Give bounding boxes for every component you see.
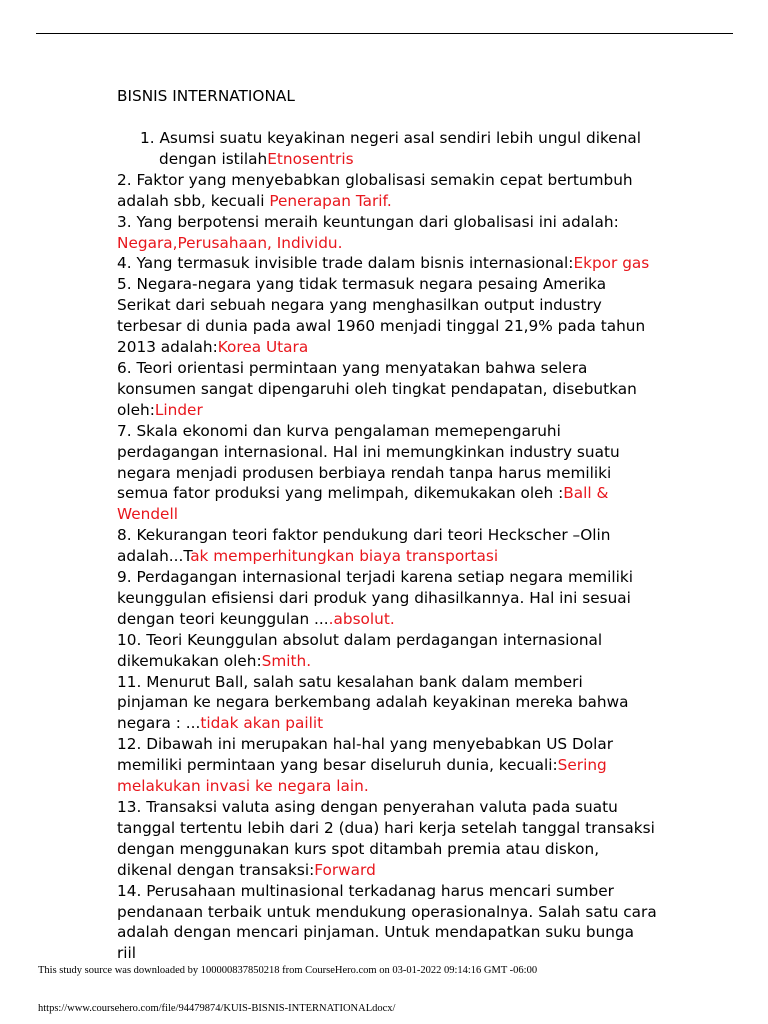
question-item [117,128,657,170]
question-item [117,567,657,630]
question-text: 1. Asumsi suatu keyakinan negeri asal sendiri lebih ungul dikenal dengan istilah [140,129,642,168]
answer-text: Sering melakukan invasi ke negara lain. [117,756,607,796]
question-text: 6. Teori orientasi permintaan yang menyatakan bahwa selera konsumen sangat dipengaruhi oleh tingkat pendapatan, disebutkan oleh: [117,358,637,419]
question-item [117,525,657,567]
question-item [117,212,657,254]
answer-text: Korea Utara [217,338,309,357]
answer-text: Forward [314,860,376,879]
answer-text: ak memperhitungkan biaya transportasi [190,547,499,566]
question-text: 7. Skala ekonomi dan kurva pengalaman memepengaruhi perdagangan internasional. Hal ini memungkinkan industry suatu negara menjadi produsen berbiaya rendah tanpa harus memiliki semua fator produksi yang melimpah, dikemukakan oleh : [117,421,620,503]
question-text: 9. Perdagangan internasional terjadi karena setiap negara memiliki keunggulan efisiensi dari produk yang dihasilkannya. Hal ini sesuai dengan teori keunggulan ... [117,568,634,628]
question-item [117,797,657,881]
answer-text: .absolut. [328,609,395,628]
question-text: 3. Yang berpotensi meraih keuntungan dari globalisasi ini adalah: [117,212,619,231]
download-source-note: This study source was downloaded by 100000837850218 from CourseHero.com on 03-01-2022 09:14:16 GMT -06:00 [38,965,538,976]
question-text: 13. Transaksi valuta asing dengan penyerahan valuta pada suatu tanggal tertentu lebih dari 2 (dua) hari kerja setelah tanggal transaksi dengan menggunakan kurs spot ditambah premia atau diskon, dikenal dengan transaksi: [117,798,655,879]
answer-text: Smith. [261,651,312,670]
question-item [117,734,657,797]
answer-text: Linder [154,400,203,419]
answer-text: Negara,Perusahaan, Individu. [117,233,343,252]
question-item [117,358,657,421]
question-item [117,881,657,965]
question-text: 12. Dibawah ini merupakan hal-hal yang menyebabkan US Dolar memiliki permintaan yang besar diseluruh dunia, kecuali: [117,735,614,775]
answer-text: Penerapan Tarif. [269,191,392,210]
question-text: 5. Negara-negara yang tidak termasuk negara pesaing Amerika Serikat dari sebuah negara yang menghasilkan output industry terbesar di dunia pada awal 1960 menjadi tinggal 21,9% pada tahun 2013 adalah: [117,275,646,357]
answer-text: tidak akan pailit [200,714,324,733]
answer-text: Ball & Wendell [117,484,609,524]
question-item [117,672,657,735]
document-body [117,86,657,964]
question-text: 11. Menurut Ball, salah satu kesalahan bank dalam memberi pinjaman ke negara berkembang adalah keyakinan mereka bahwa negara : ... [117,672,629,733]
question-item [117,630,657,672]
question-item [117,170,657,212]
answer-text: Etnosentris [267,149,354,168]
question-text: 14. Perusahaan multinasional terkadanag harus mencari sumber pendanaan terbaik untuk mendukung operasionalnya. Salah satu cara adalah dengan mencari pinjaman. Untuk mendapatkan suku bunga riil [117,881,657,963]
top-divider [36,33,733,34]
question-item [117,421,657,526]
document-title: BISNIS INTERNATIONAL [117,87,295,105]
question-item [117,253,657,274]
question-text: 2. Faktor yang menyebabkan globalisasi semakin cepat bertumbuh adalah sbb, kecuali [117,170,633,210]
question-text: 8. Kekurangan teori faktor pendukung dari teori Heckscher –Olin adalah...T [117,526,611,566]
source-url-link[interactable]: https://www.coursehero.com/file/94479874/KUIS-BISNIS-INTERNATIONALdocx/ [38,1003,396,1014]
question-text: 4. Yang termasuk invisible trade dalam bisnis internasional: [117,254,574,273]
question-item [117,274,657,358]
question-text: 10. Teori Keunggulan absolut dalam perdagangan internasional dikemukakan oleh: [117,630,603,670]
answer-text: Ekpor gas [573,254,650,273]
